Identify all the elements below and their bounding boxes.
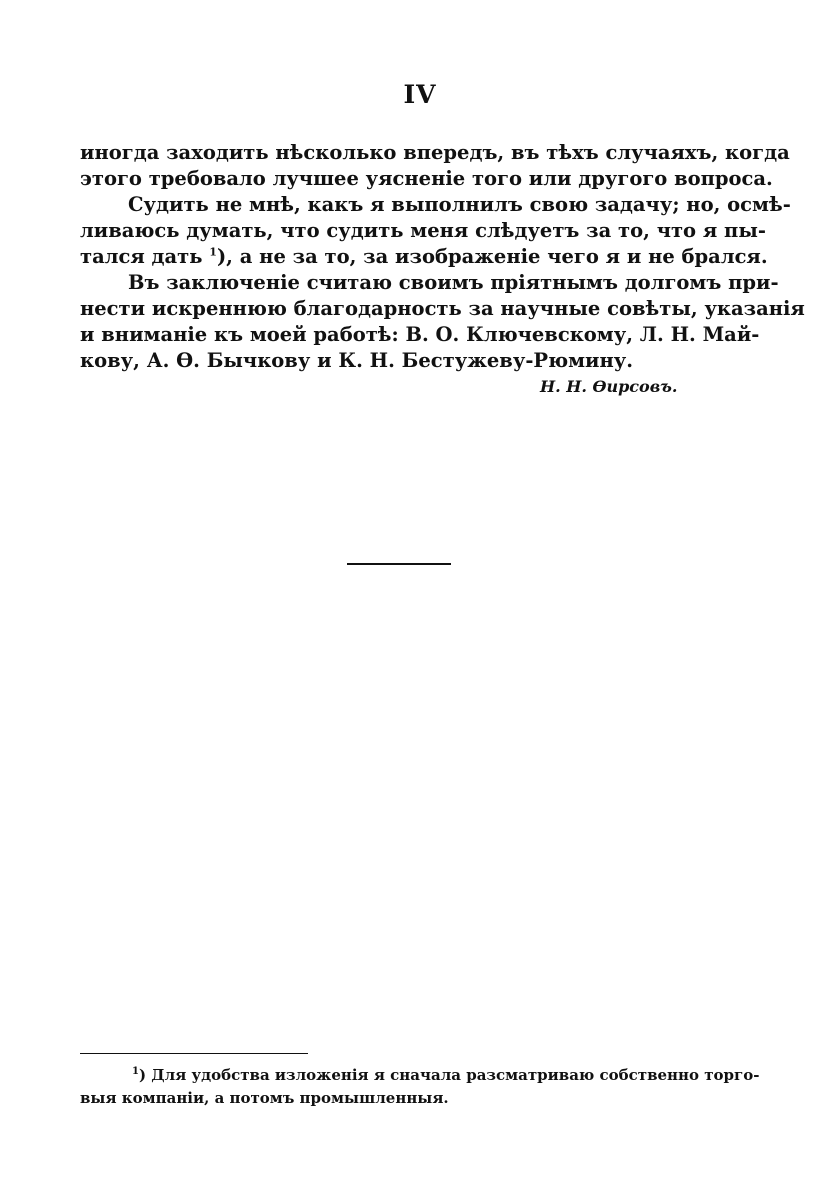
paragraph-3-line-3: и вниманіе къ моей работѣ: В. О. Ключевскому, Л. Н. Май-: [80, 323, 760, 346]
body-text: [80, 140, 805, 374]
author-signature: Н. Н. Ѳирсовъ.: [540, 377, 678, 396]
paragraph-2-line-3-start: тался дать: [80, 245, 203, 268]
paragraph-2-line-2: ливаюсь думать, что судить меня слѣдуетъ за то, что я пы-: [80, 219, 766, 242]
paragraph-3-line-2: нести искреннюю благодарность за научные совѣты, указанія: [80, 297, 805, 320]
paragraph-2-line-3: [80, 244, 768, 270]
paragraph-2-line-3-end: ), а не за то, за изображеніе чего я и не брался.: [216, 245, 768, 268]
paragraph-3-line-1: Въ заключеніе считаю своимъ пріятнымъ долгомъ при-: [128, 271, 779, 294]
footnote-line-1: [80, 1064, 760, 1087]
footnote-reference: 1: [209, 245, 217, 259]
footnote-rule: [80, 1053, 308, 1054]
paragraph-1-line-1: иногда заходить нѣсколько впередъ, въ тѣхъ случаяхъ, когда: [80, 141, 790, 164]
paragraph-1-line-2: этого требовало лучшее уясненіе того или другого вопроса.: [80, 167, 773, 190]
paragraph-3-line-4: кову, А. Ѳ. Бычкову и К. Н. Бестужеву-Рюмину.: [80, 349, 634, 372]
section-divider: [347, 563, 451, 565]
paragraph-2-line-1: Судить не мнѣ, какъ я выполнилъ свою задачу; но, осмѣ-: [128, 193, 791, 216]
footnote-mark: 1: [132, 1066, 139, 1077]
page-number: IV: [403, 80, 437, 109]
footnote-line-2: выя компаніи, а потомъ промышленныя.: [80, 1089, 449, 1107]
footnote-line-1-text: ) Для удобства изложенія я сначала разсматриваю собственно торго-: [138, 1066, 760, 1084]
footnote: [80, 1064, 760, 1110]
